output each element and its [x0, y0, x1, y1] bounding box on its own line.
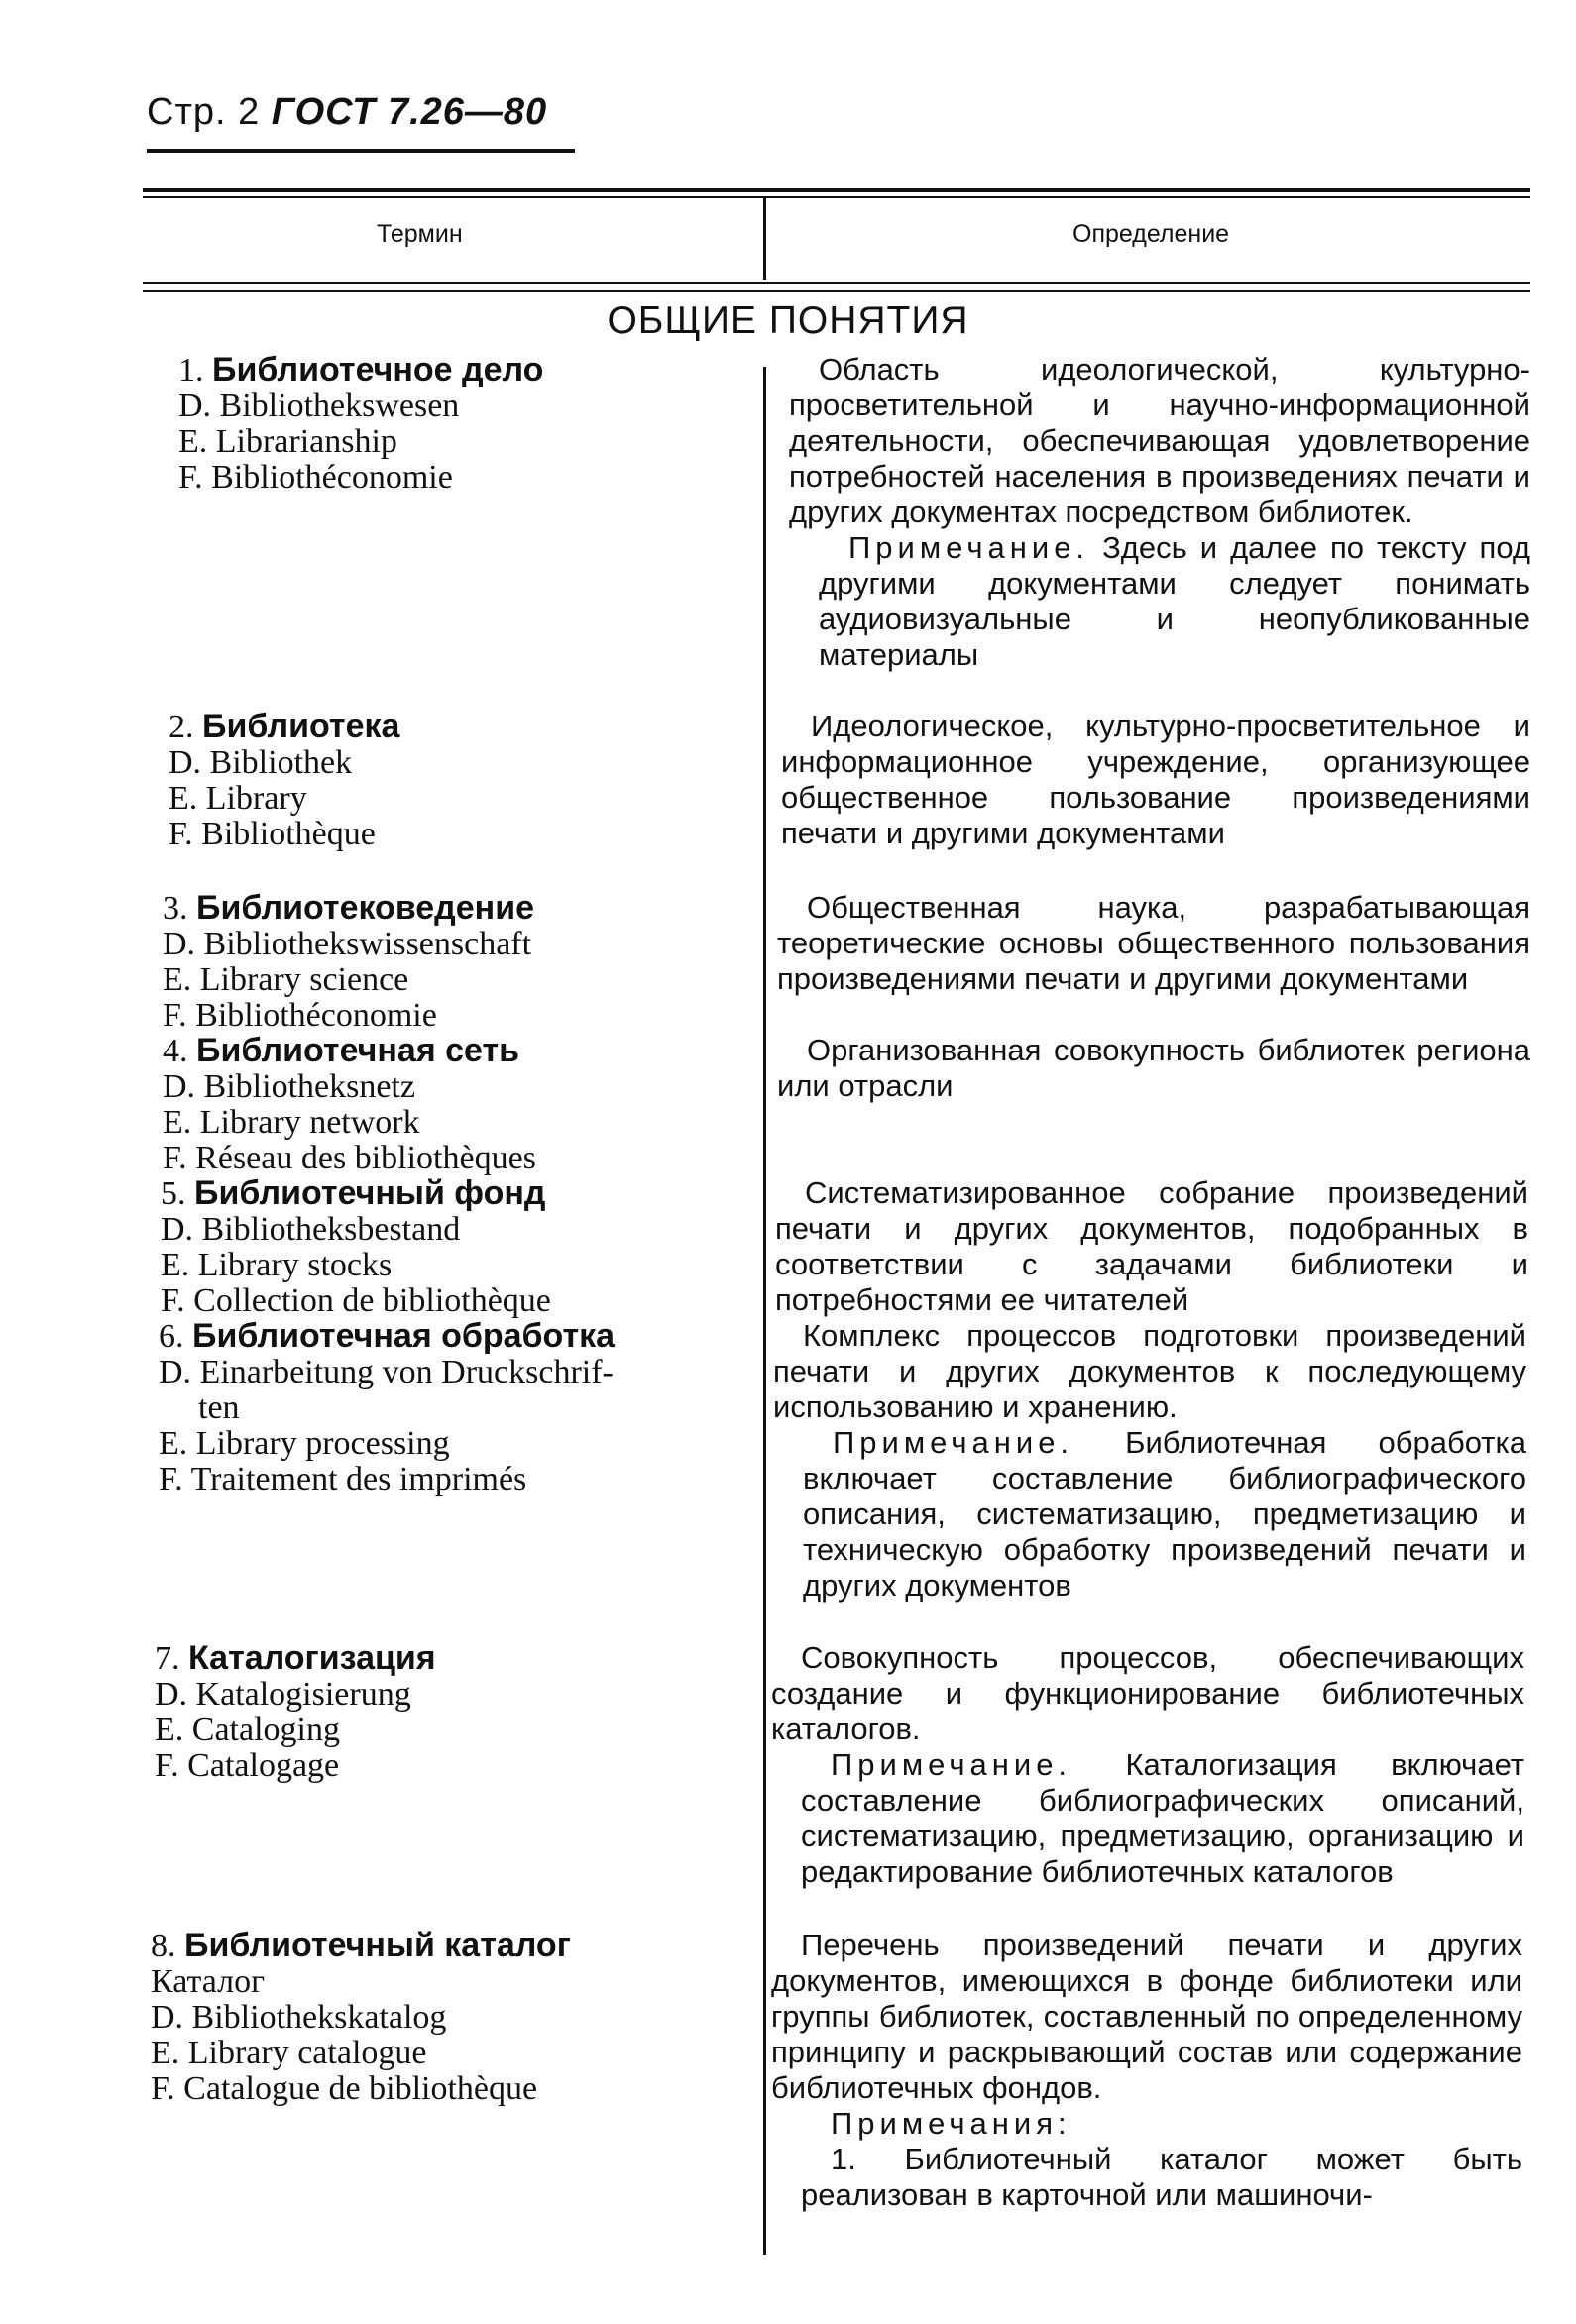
term-name: Библиотечное дело [212, 351, 544, 388]
definition-text: Систематизированное собрание произведений печати и других документов, подобранных в соответствии с задачами библиотеки и потребностями ее читателей [775, 1175, 1528, 1317]
term-name: Библиотека [202, 708, 400, 745]
term-translation: F. Réseau des bibliothèques [163, 1140, 536, 1176]
note-text: Библиотечная обработка включает составление библиографического описания, систематизацию, предметизацию и техническую обработку произведений печати и других документов [803, 1425, 1526, 1603]
term-translation: F. Catalogue de bibliothèque [151, 2070, 538, 2107]
column-header-definition: Определение [1072, 220, 1230, 248]
definition-5 [775, 1175, 1528, 1318]
definition-text: Идеологическое, культурно-просветительное и информационное учреждение, организующее общественное пользование произведениями печати и другими документами [781, 709, 1530, 850]
term-name: Библиотековедение [196, 889, 535, 927]
column-divider-body [763, 367, 766, 2255]
term-translation: D. Bibliothek [169, 744, 353, 781]
definition-note [771, 1747, 1524, 1890]
definition-1 [789, 352, 1530, 673]
term-translation: F. Catalogage [155, 1747, 340, 1784]
page-label: Стр. 2 [147, 91, 261, 133]
column-header-term: Термин [377, 220, 463, 248]
term-translation: E. Library network [163, 1104, 420, 1141]
term-translation: E. Library stocks [161, 1247, 393, 1283]
definition-7 [771, 1640, 1524, 1890]
term-number: 8. [151, 1928, 176, 1964]
term-translation: F. Bibliothéconomie [178, 459, 453, 496]
term-translation: F. Bibliothèque [169, 816, 376, 852]
note-label: Примечания: [831, 2106, 1071, 2141]
definition-3 [777, 890, 1530, 997]
definition-note-item: 1. Библиотечный каталог может быть реализован в карточной или машиночи- [801, 2142, 1522, 2212]
table-head-rule-double [143, 290, 1530, 292]
definition-2 [781, 709, 1530, 851]
table-head-rule [143, 282, 1530, 284]
definition-note [771, 2106, 1522, 2142]
term-name: Библиотечный каталог [184, 1927, 571, 1964]
definition-note [789, 530, 1530, 673]
term-translation: E. Library processing [159, 1425, 450, 1462]
table-top-rule-thin [143, 196, 1530, 198]
term-entry-3 [163, 890, 757, 1034]
definition-text: Область идеологической, культурно-просветительной и научно-информационной деятельности, обеспечивающая удовлетворение потребностей населения в произведениях печати и других документах посредством библиотек. [789, 352, 1530, 529]
term-number: 7. [155, 1640, 180, 1677]
term-translation: F. Bibliothéconomie [163, 997, 437, 1034]
term-entry-5 [161, 1175, 755, 1319]
note-label: Примечание. [831, 1747, 1072, 1782]
term-translation: E. Library [169, 780, 307, 817]
term-entry-7 [155, 1640, 749, 1784]
table-top-rule [143, 188, 1530, 192]
header-underline [147, 149, 575, 153]
definition-text: Комплекс процессов подготовки произведений печати и других документов к последующему использованию и хранению. [773, 1318, 1526, 1424]
term-synonym: Каталог [151, 1963, 266, 2000]
definition-text: Перечень произведений печати и других документов, имеющихся в фонде библиотеки или группы библиотек, составленный по определенному принципу и раскрывающий состав или содержание библиотечных фондов. [771, 1928, 1522, 2105]
term-translation: D. Bibliotheksnetz [163, 1068, 415, 1105]
definition-text: Организованная совокупность библиотек региона или отрасли [777, 1033, 1530, 1103]
term-number: 4. [163, 1033, 188, 1069]
term-translation: D. Bibliothekswesen [178, 387, 460, 424]
term-translation: F. Traitement des imprimés [159, 1461, 527, 1497]
term-translation: F. Collection de bibliothèque [161, 1282, 551, 1319]
note-text: Каталогизация включает составление библиографических описаний, систематизацию, предметизацию, организацию и редактирование библиотечных каталогов [801, 1747, 1524, 1889]
definition-text: Общественная наука, разрабатывающая теоретические основы общественного пользования произведениями печати и другими документами [777, 890, 1530, 996]
term-translation: D. Bibliotheksbestand [161, 1211, 461, 1248]
definition-6 [773, 1318, 1526, 1604]
term-number: 1. [178, 352, 204, 388]
term-entry-2 [169, 709, 763, 852]
term-number: 3. [163, 890, 188, 927]
term-translation: D. Katalogisierung [155, 1676, 411, 1713]
note-label: Примечание. [833, 1425, 1074, 1460]
note-text: Здесь и далее по тексту под другими документами следует понимать аудиовизуальные и неопубликованные материалы [819, 530, 1530, 672]
term-translation: D. Bibliothekswissenschaft [163, 926, 532, 962]
term-name: Библиотечная сеть [196, 1032, 520, 1069]
term-translation: D. Einarbeitung von Druckschrif- [159, 1354, 614, 1390]
note-label: Примечание. [848, 530, 1090, 565]
page-header [147, 91, 547, 134]
term-entry-1 [178, 352, 773, 496]
term-name: Каталогизация [188, 1639, 436, 1677]
term-name: Библиотечный фонд [194, 1174, 546, 1212]
column-divider-head [763, 198, 766, 280]
term-number: 5. [161, 1175, 186, 1212]
term-number: 2. [169, 709, 194, 745]
term-entry-6 [159, 1318, 753, 1497]
definition-note [773, 1425, 1526, 1604]
definition-4 [777, 1033, 1530, 1104]
term-entry-4 [163, 1033, 757, 1176]
term-translation: E. Library science [163, 961, 409, 998]
term-entry-8 [151, 1928, 745, 2107]
section-title: ОБЩИЕ ПОНЯТИЯ [607, 299, 969, 342]
term-translation: D. Bibliothekskatalog [151, 1999, 447, 2036]
standard-number: ГОСТ 7.26—80 [271, 91, 548, 133]
definition-text: Совокупность процессов, обеспечивающих создание и функционирование библиотечных каталогов. [771, 1640, 1524, 1746]
definition-8 [771, 1928, 1522, 2213]
term-translation: E. Cataloging [155, 1712, 340, 1748]
term-translation: E. Librarianship [178, 423, 397, 460]
term-number: 6. [159, 1318, 184, 1355]
term-translation: E. Library catalogue [151, 2035, 427, 2071]
term-name: Библиотечная обработка [192, 1317, 616, 1355]
term-translation: ten [198, 1389, 240, 1426]
